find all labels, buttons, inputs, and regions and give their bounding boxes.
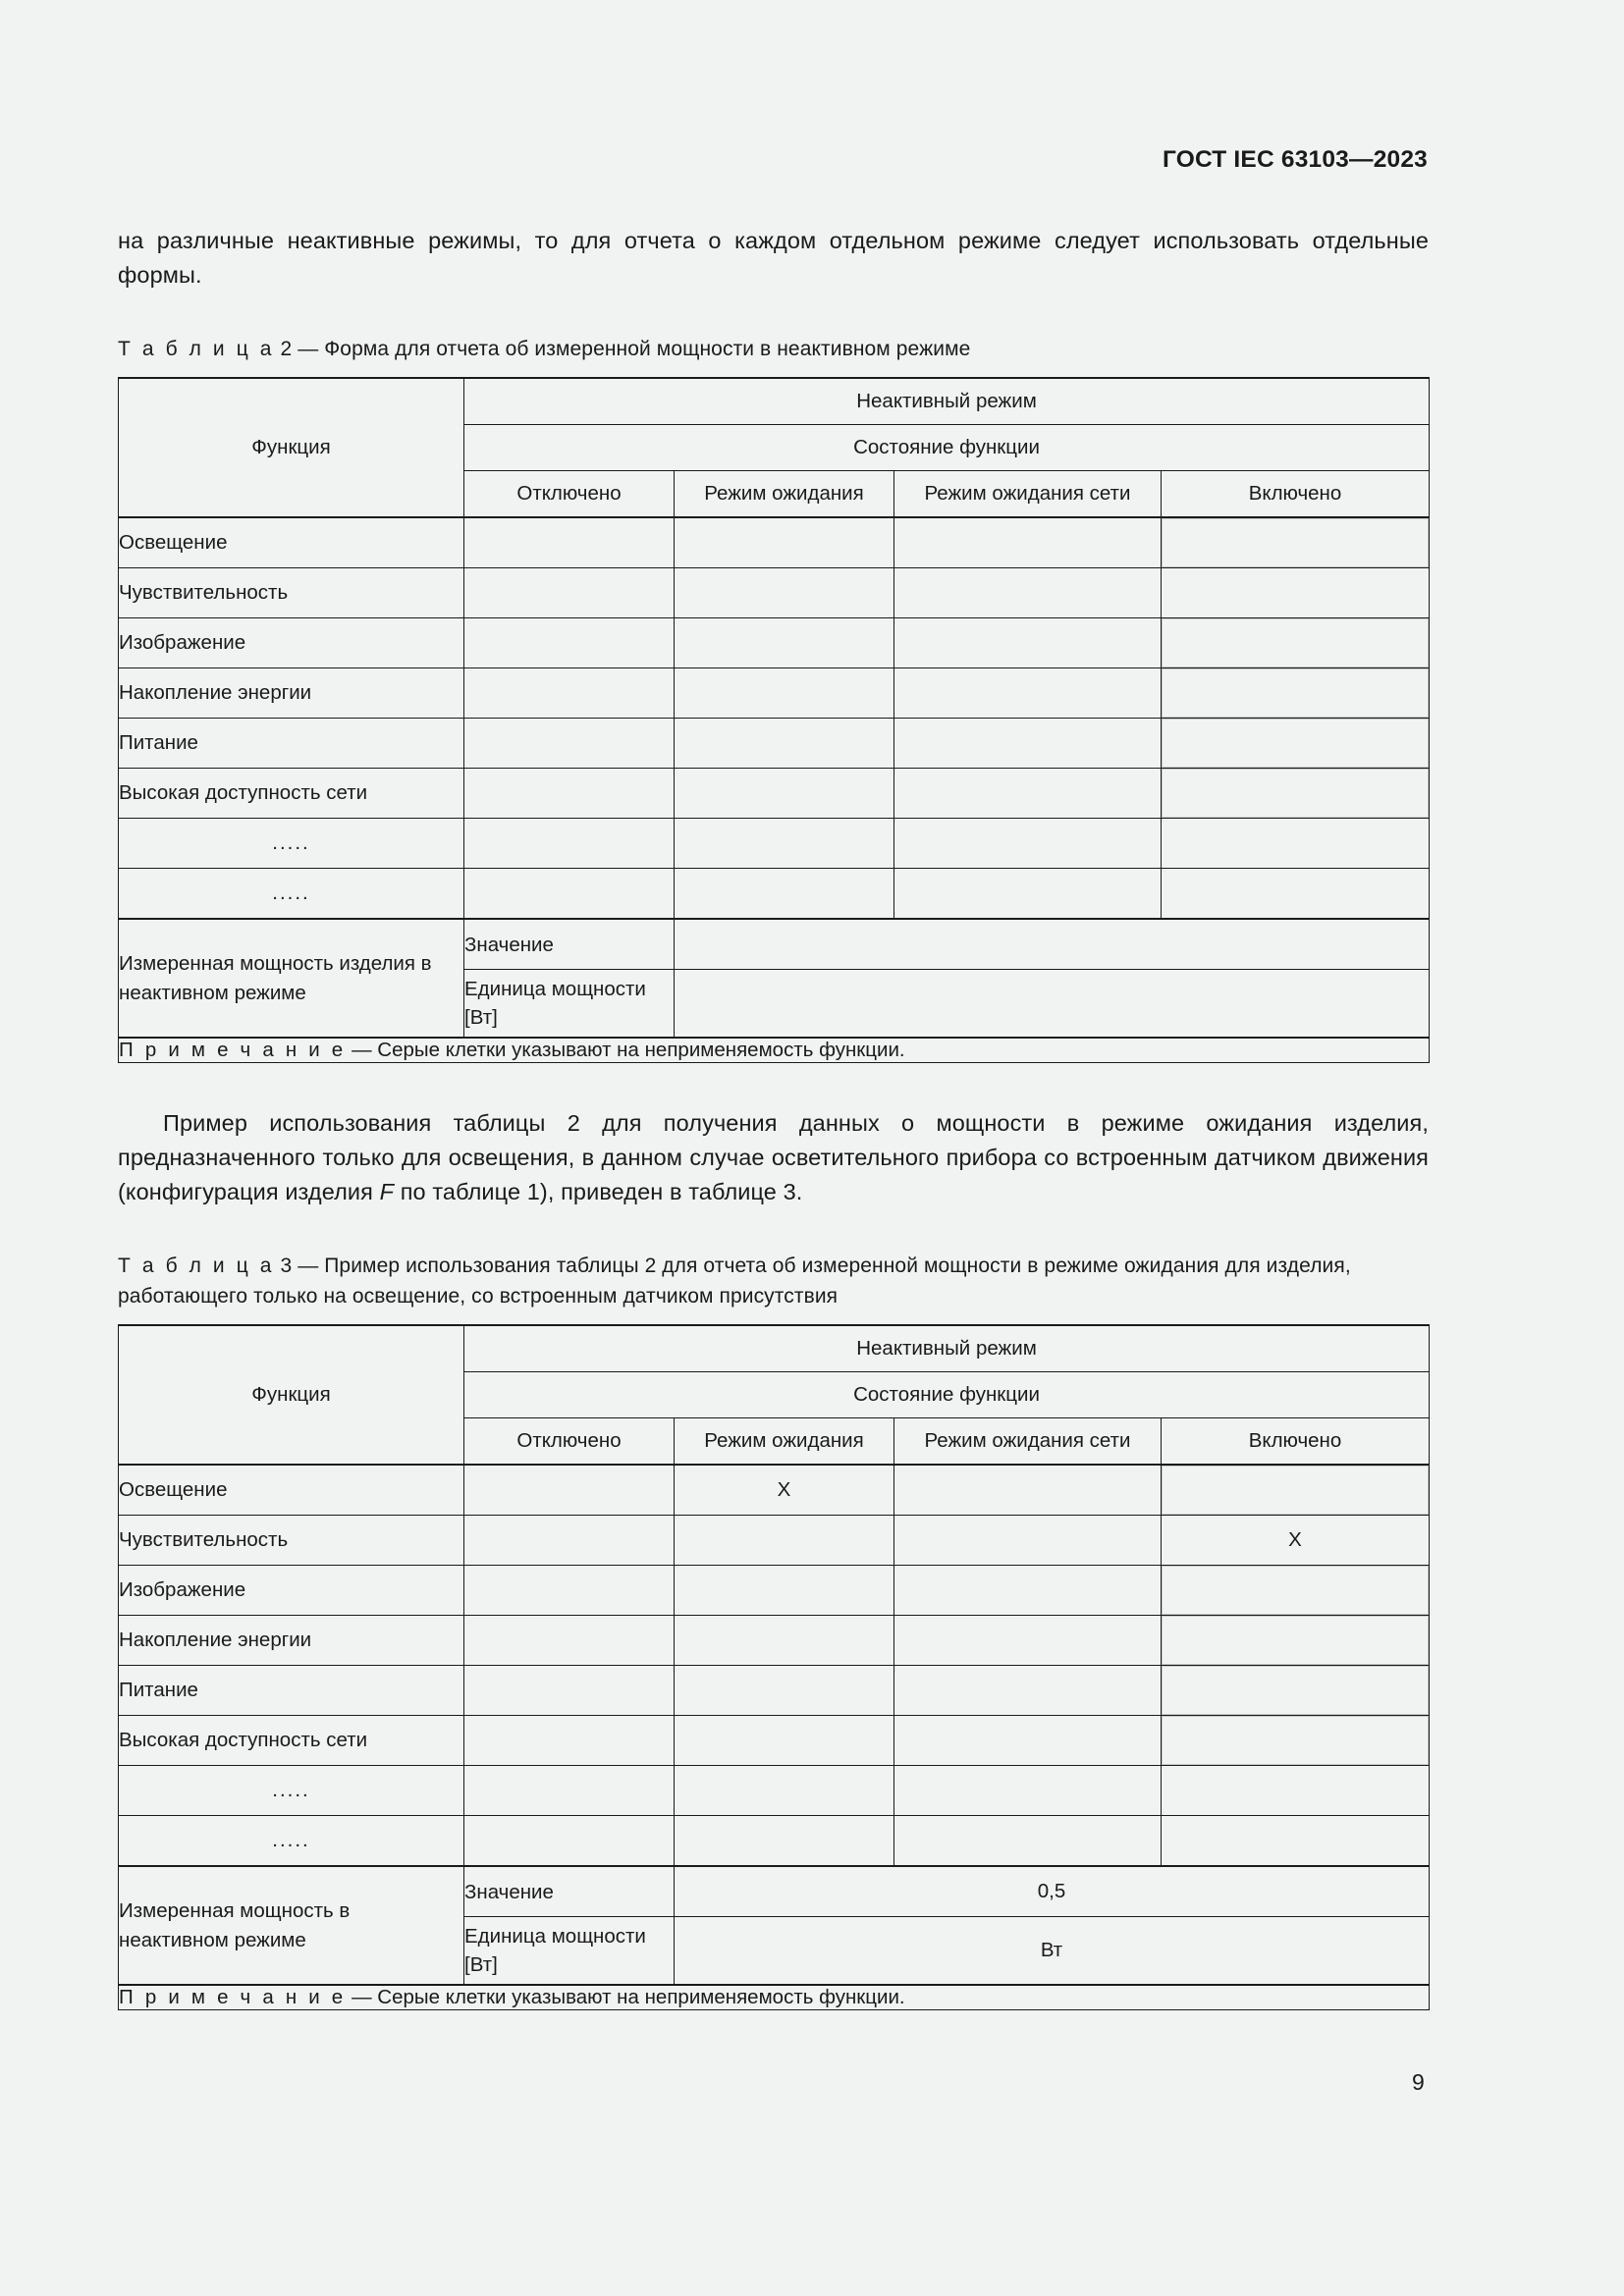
table-row (119, 1666, 1430, 1716)
table3-row-label: Питание (119, 1666, 464, 1716)
table3-col-on: Включено (1162, 1418, 1430, 1466)
table2-caption-text: — Форма для отчета об измеренной мощности в неактивном режиме (298, 338, 971, 360)
table2-measured-unit-label: Единица мощности [Вт] (464, 970, 675, 1039)
table2-cell[interactable] (675, 769, 894, 819)
table-row (119, 1465, 1430, 1516)
table2-cell[interactable] (464, 819, 675, 869)
table3-measured-value[interactable]: 0,5 (675, 1866, 1430, 1917)
table2-header-function-state: Состояние функции (464, 425, 1430, 471)
intro-paragraph: на различные неактивные режимы, то для отчета о каждом отдельном режиме следует использовать отдельные формы. (118, 228, 1429, 288)
table3-cell[interactable] (464, 1766, 675, 1816)
table2-cell[interactable] (894, 869, 1162, 920)
table3-cell[interactable] (675, 1816, 894, 1867)
table3-cell[interactable] (1162, 1566, 1430, 1616)
table2-cell[interactable] (894, 568, 1162, 618)
table3-row-label: Накопление энергии (119, 1616, 464, 1666)
table3-measured-value-label: Значение (464, 1866, 675, 1917)
table2-cell[interactable] (464, 769, 675, 819)
table2-caption-label: Т а б л и ц а (118, 338, 275, 360)
table3-cell[interactable] (675, 1716, 894, 1766)
table3-cell[interactable] (675, 1566, 894, 1616)
table2-cell[interactable] (1162, 618, 1430, 668)
table2-row-label: ..... (119, 869, 464, 920)
table2-cell[interactable] (1162, 568, 1430, 618)
table2-note-text: — Серые клетки указывают на неприменяемость функции. (352, 1039, 905, 1061)
table-row (119, 819, 1430, 869)
table3-cell[interactable] (675, 1766, 894, 1816)
table-3 (118, 1324, 1430, 2010)
example-paragraph-part2: по таблице 1), приведен в таблице 3. (394, 1179, 803, 1204)
table3-header-function: Функция (119, 1325, 464, 1465)
table-row (119, 568, 1430, 618)
table2-row-label: Освещение (119, 517, 464, 568)
table3-measured-value-row (119, 1866, 1430, 1917)
table-row (119, 1516, 1430, 1566)
table2-row-label: Высокая доступность сети (119, 769, 464, 819)
table3-cell[interactable]: X (1162, 1516, 1430, 1566)
table3-cell[interactable] (1162, 1465, 1430, 1516)
table-2 (118, 377, 1430, 1063)
table2-cell[interactable] (894, 819, 1162, 869)
table2-note-label: П р и м е ч а н и е (119, 1039, 347, 1061)
table2-cell[interactable] (675, 568, 894, 618)
table2-col-off: Отключено (464, 471, 675, 518)
page-content (118, 224, 1429, 2010)
table2-cell[interactable] (464, 668, 675, 719)
table3-cell[interactable] (894, 1566, 1162, 1616)
table-row (119, 517, 1430, 568)
table-row (119, 719, 1430, 769)
table-row (119, 668, 1430, 719)
table2-cell[interactable] (1162, 819, 1430, 869)
table3-cell[interactable] (675, 1516, 894, 1566)
running-header: ГОСТ IEC 63103—2023 (1162, 146, 1428, 173)
table2-row-label: ..... (119, 819, 464, 869)
table2-measured-unit[interactable] (675, 970, 1430, 1039)
table2-cell[interactable] (1162, 869, 1430, 920)
table3-col-off: Отключено (464, 1418, 675, 1466)
table3-note (119, 1985, 1430, 2010)
table3-col-network-standby: Режим ожидания сети (894, 1418, 1162, 1466)
table2-row-label: Изображение (119, 618, 464, 668)
table2-cell[interactable] (1162, 769, 1430, 819)
table2-row-label: Накопление энергии (119, 668, 464, 719)
table3-header-function-state: Состояние функции (464, 1372, 1430, 1418)
table3-cell[interactable] (894, 1616, 1162, 1666)
table2-cell[interactable] (675, 618, 894, 668)
table3-cell[interactable] (1162, 1816, 1430, 1867)
table3-row-label: ..... (119, 1766, 464, 1816)
table3-note-text: — Серые клетки указывают на неприменяемость функции. (352, 1986, 905, 2008)
table2-cell[interactable] (464, 568, 675, 618)
table3-caption-label: Т а б л и ц а (118, 1255, 275, 1277)
table3-col-standby: Режим ожидания (675, 1418, 894, 1466)
table3-caption-number: 3 (280, 1255, 293, 1277)
table-row (119, 1766, 1430, 1816)
table3-measured-unit-label: Единица мощности [Вт] (464, 1917, 675, 1986)
table3-cell[interactable] (464, 1816, 675, 1867)
table2-measured-value-label: Значение (464, 919, 675, 970)
table3-caption (118, 1251, 1429, 1311)
table2-cell[interactable] (675, 517, 894, 568)
table2-cell[interactable] (1162, 517, 1430, 568)
table3-caption-text: — Пример использования таблицы 2 для отчета об измеренной мощности в режиме ожидания для изделия, работающего только на освещение, со встроенным датчиком присутствия (118, 1255, 1351, 1308)
table3-header-inactive-mode: Неактивный режим (464, 1325, 1430, 1372)
table3-cell[interactable] (464, 1465, 675, 1516)
table-row (119, 618, 1430, 668)
table2-header-row-1 (119, 378, 1430, 425)
table-row (119, 1566, 1430, 1616)
table2-cell[interactable] (464, 719, 675, 769)
table2-header-inactive-mode: Неактивный режим (464, 378, 1430, 425)
table2-row-label: Чувствительность (119, 568, 464, 618)
table3-cell[interactable] (894, 1516, 1162, 1566)
table3-row-label: Чувствительность (119, 1516, 464, 1566)
table3-cell[interactable] (675, 1666, 894, 1716)
table2-cell[interactable] (894, 769, 1162, 819)
product-configuration-symbol: F (379, 1179, 395, 1204)
table3-row-label: Высокая доступность сети (119, 1716, 464, 1766)
table2-cell[interactable] (894, 719, 1162, 769)
table2-measured-value[interactable] (675, 919, 1430, 970)
table-row (119, 769, 1430, 819)
table3-cell[interactable] (894, 1465, 1162, 1516)
table2-note-row (119, 1038, 1430, 1063)
table3-note-label: П р и м е ч а н и е (119, 1986, 347, 2008)
table3-cell[interactable] (1162, 1616, 1430, 1666)
table3-header-row-1 (119, 1325, 1430, 1372)
table3-measured-unit[interactable]: Вт (675, 1917, 1430, 1986)
table2-col-on: Включено (1162, 471, 1430, 518)
table3-cell[interactable] (1162, 1766, 1430, 1816)
table2-col-network-standby: Режим ожидания сети (894, 471, 1162, 518)
table2-cell[interactable] (675, 819, 894, 869)
table3-cell[interactable] (464, 1616, 675, 1666)
table2-cell[interactable] (464, 517, 675, 568)
table3-cell[interactable] (894, 1716, 1162, 1766)
table3-cell[interactable] (464, 1516, 675, 1566)
table3-row-label: Освещение (119, 1465, 464, 1516)
table-row (119, 1716, 1430, 1766)
table3-cell[interactable]: X (675, 1465, 894, 1516)
page-number: 9 (1412, 2069, 1425, 2095)
table3-row-label: ..... (119, 1816, 464, 1867)
example-paragraph (118, 1106, 1429, 1209)
table2-cell[interactable] (1162, 719, 1430, 769)
table3-cell[interactable] (464, 1666, 675, 1716)
table3-cell[interactable] (464, 1716, 675, 1766)
table2-caption-number: 2 (280, 338, 293, 360)
table3-cell[interactable] (675, 1616, 894, 1666)
table2-cell[interactable] (464, 618, 675, 668)
table3-cell[interactable] (464, 1566, 675, 1616)
table3-measured-label: Измеренная мощность в неактивном режиме (119, 1866, 464, 1985)
table2-measured-label: Измеренная мощность изделия в неактивном режиме (119, 919, 464, 1038)
table2-header-function: Функция (119, 378, 464, 517)
table-row (119, 869, 1430, 920)
table3-note-row (119, 1985, 1430, 2010)
table2-cell[interactable] (464, 869, 675, 920)
table3-cell[interactable] (894, 1766, 1162, 1816)
table2-note (119, 1038, 1430, 1063)
example-paragraph-part1: Пример использования таблицы 2 для получения данных о мощности в режиме ожидания изделия, предназначенного только для освещения, в данном случае осветительного прибора со встроенным датчиком движения (конфигурация изделия (118, 1110, 1429, 1204)
table2-measured-value-row (119, 919, 1430, 970)
table2-cell[interactable] (894, 517, 1162, 568)
table3-cell[interactable] (894, 1816, 1162, 1867)
table3-cell[interactable] (894, 1666, 1162, 1716)
table2-cell[interactable] (1162, 668, 1430, 719)
table2-cell[interactable] (894, 668, 1162, 719)
table2-cell[interactable] (894, 618, 1162, 668)
table2-caption (118, 334, 1429, 364)
table-row (119, 1616, 1430, 1666)
table3-cell[interactable] (1162, 1716, 1430, 1766)
table2-cell[interactable] (675, 719, 894, 769)
table2-row-label: Питание (119, 719, 464, 769)
table2-cell[interactable] (675, 869, 894, 920)
table3-cell[interactable] (1162, 1666, 1430, 1716)
table3-row-label: Изображение (119, 1566, 464, 1616)
table2-cell[interactable] (675, 668, 894, 719)
table-row (119, 1816, 1430, 1867)
table2-col-standby: Режим ожидания (675, 471, 894, 518)
